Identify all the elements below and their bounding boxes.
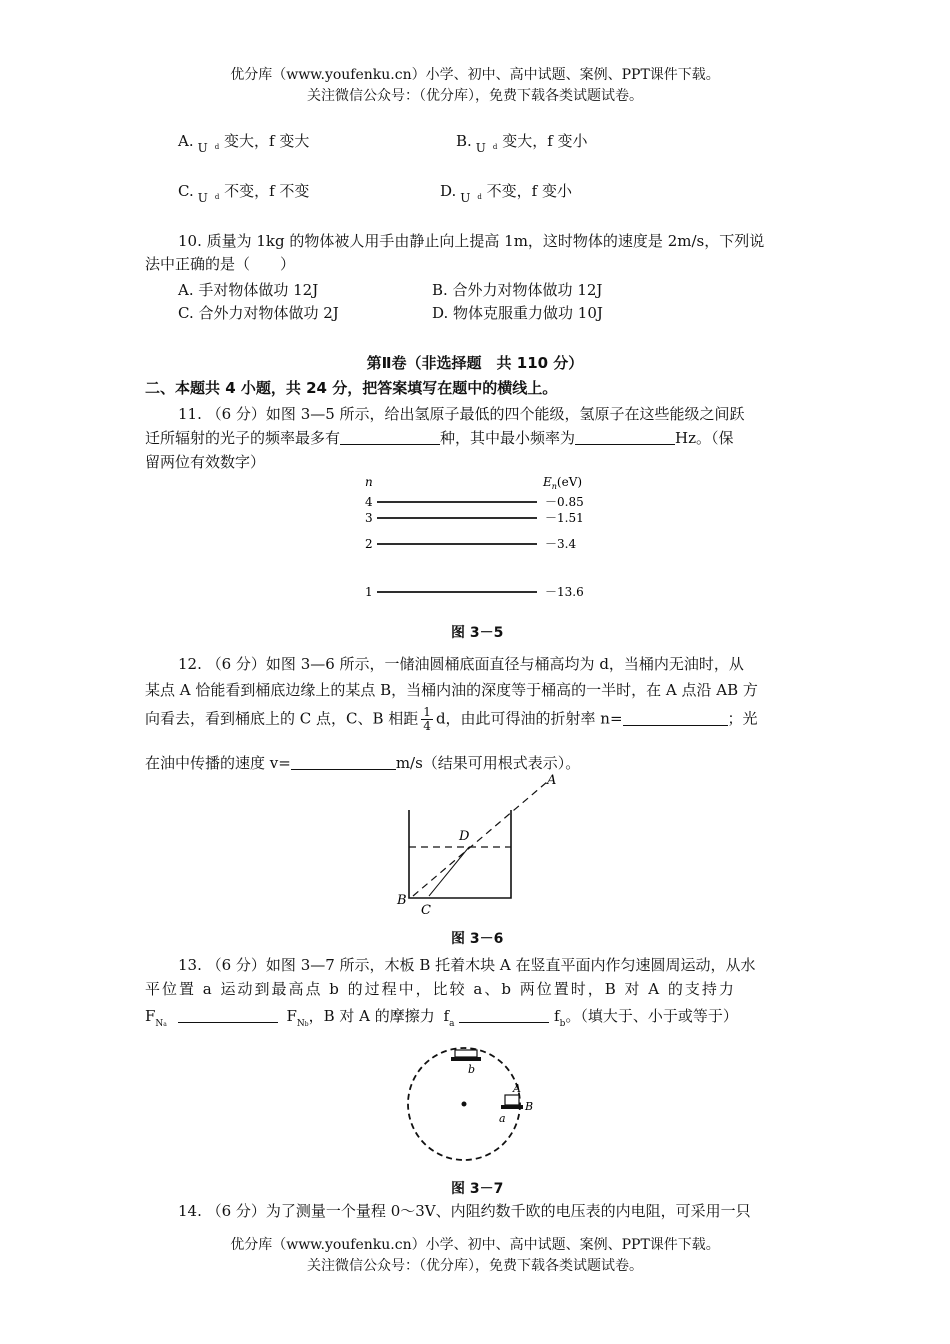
q13-blank-normal-force[interactable]: [178, 1007, 278, 1023]
q9-option-b: B. $_U$ $_d$ 变大，f 变小: [456, 132, 588, 155]
q9-option-d: D. $_U$ $_d$ 不变，f 变小: [440, 182, 572, 205]
q10-option-a: A. 手对物体做功 12J: [178, 281, 319, 299]
q10-option-c: C. 合外力对物体做功 2J: [178, 304, 339, 322]
q12-blank-n[interactable]: [623, 710, 728, 726]
fig35-level-energy-1: －13.6: [545, 585, 584, 599]
fig35-level-energy-4: －0.85: [545, 495, 584, 509]
q10-option-b: B. 合外力对物体做功 12J: [432, 281, 603, 299]
header-line-1: 优分库（www.youfenku.cn）小学、初中、高中试题、案例、PPT课件下载。: [230, 67, 720, 83]
q10-stem-line-1: 10. 质量为 1kg 的物体被人用手由静止向上提高 1m，这时物体的速度是 2m/s，下列说: [178, 232, 765, 250]
figure-3-5-energy-levels: [355, 470, 605, 610]
fig35-level-n-2: 2: [365, 537, 373, 551]
q12-blank-v[interactable]: [291, 754, 396, 770]
q11-blank-count[interactable]: [340, 429, 440, 445]
fig35-level-n-3: 3: [365, 511, 373, 525]
q10-option-d: D. 物体克服重力做功 10J: [432, 304, 603, 322]
fig37-center: [462, 1102, 467, 1107]
fig35-caption: 图 3－5: [451, 625, 504, 641]
fig37-block-a-side: [505, 1095, 519, 1105]
q9-option-c: C. $_U$ $_d$ 不变，f 不变: [178, 182, 310, 205]
fig36-barrel-outline: [409, 810, 511, 898]
fig36-label-d: D: [459, 829, 470, 844]
footer-line-2: 关注微信公众号：（优分库），免费下载各类试题试卷。: [307, 1258, 643, 1274]
fig35-n-label: n: [365, 475, 373, 489]
fig37-label-a-upper: A: [513, 1082, 521, 1095]
q10-stem-line-2: 法中正确的是（ ）: [145, 255, 296, 273]
fig35-level-energy-2: －3.4: [545, 537, 577, 551]
fig35-level-n-4: 4: [365, 495, 373, 509]
fig36-label-a: A: [547, 773, 557, 788]
fig37-label-b-upper: B: [525, 1100, 534, 1113]
fig36-label-c: C: [421, 903, 431, 918]
footer-line-1: 优分库（www.youfenku.cn）小学、初中、高中试题、案例、PPT课件下载。: [230, 1237, 720, 1253]
q13-blank-friction[interactable]: [459, 1007, 549, 1023]
q13-line-1: 13. （6 分）如图 3—7 所示，木板 B 托着木块 A 在竖直平面内作匀速圆周运动，从水: [178, 956, 756, 974]
q11-line-1: 11. （6 分）如图 3—5 所示，给出氢原子最低的四个能级，氢原子在这些能级之间跃: [178, 405, 745, 423]
fig37-caption: 图 3－7: [451, 1181, 504, 1197]
fig35-e-label: $E_n(eV)$: [543, 475, 583, 491]
fig37-label-a-lower: a: [499, 1112, 506, 1125]
fig37-board-b-side: [501, 1105, 523, 1109]
section-2-title: 第Ⅱ卷（非选择题 共 110 分）: [366, 354, 584, 372]
q12-line-1: 12. （6 分）如图 3—6 所示，一储油圆桶底面直径与桶高均为 d，当桶内无油时，从: [178, 655, 744, 673]
fig36-label-b: B: [397, 893, 407, 908]
figure-3-6-oil-barrel: [385, 772, 565, 922]
q13-line-3: $F_{Na}$ $F_{Nb}$，B 对 A 的摩擦力 $f_a$ $f_b$。（填大于、小于或等于）: [145, 1007, 738, 1029]
header-line-2: 关注微信公众号：（优分库），免费下载各类试题试卷。: [307, 88, 643, 104]
fig36-sight-line-ab: [413, 782, 547, 896]
fig37-board-b-top: [451, 1057, 481, 1061]
fig37-label-b-lower: b: [468, 1063, 476, 1076]
q14-line-1: 14. （6 分）为了测量一个量程 0～3V、内阻约数千欧的电压表的内电阻，可采用一只: [178, 1202, 751, 1220]
q12-line-4: 在油中传播的速度 v= m/s（结果可用根式表示）。: [145, 754, 581, 772]
section-2-instruction: 二、本题共 4 小题，共 24 分，把答案填写在题中的横线上。: [145, 379, 558, 397]
q11-line-2: 迁所辐射的光子的频率最多有 种，其中最小频率为 Hz。（保: [145, 429, 734, 447]
q11-line-3: 留两位有效数字）: [145, 453, 266, 471]
fig36-caption: 图 3－6: [451, 931, 504, 947]
fig36-refracted-ray: [429, 847, 469, 896]
q12-fraction: $\frac{1}{4}$: [423, 705, 431, 733]
fig35-level-energy-3: －1.51: [545, 511, 584, 525]
q13-line-2: 平位置 a 运动到最高点 b 的过程中，比较 a、b 两位置时，B 对 A 的支持力: [145, 980, 736, 998]
q12-line-2: 某点 A 恰能看到桶底边缘上的某点 B，当桶内油的深度等于桶高的一半时，在 A 点沿 AB 方: [145, 681, 758, 699]
fig35-level-n-1: 1: [365, 585, 373, 599]
q9-option-a: A. $_U$ $_d$ 变大，f 变大: [178, 132, 310, 155]
q11-blank-frequency[interactable]: [575, 429, 675, 445]
figure-3-7-circular-motion: [405, 1040, 555, 1175]
fig37-block-a-top: [455, 1050, 477, 1057]
q12-line-3: 向看去，看到桶底上的 C 点，C、B 相距 $\frac{1}{4}$ d，由此可得油的折射率 n= ；光: [145, 705, 758, 733]
